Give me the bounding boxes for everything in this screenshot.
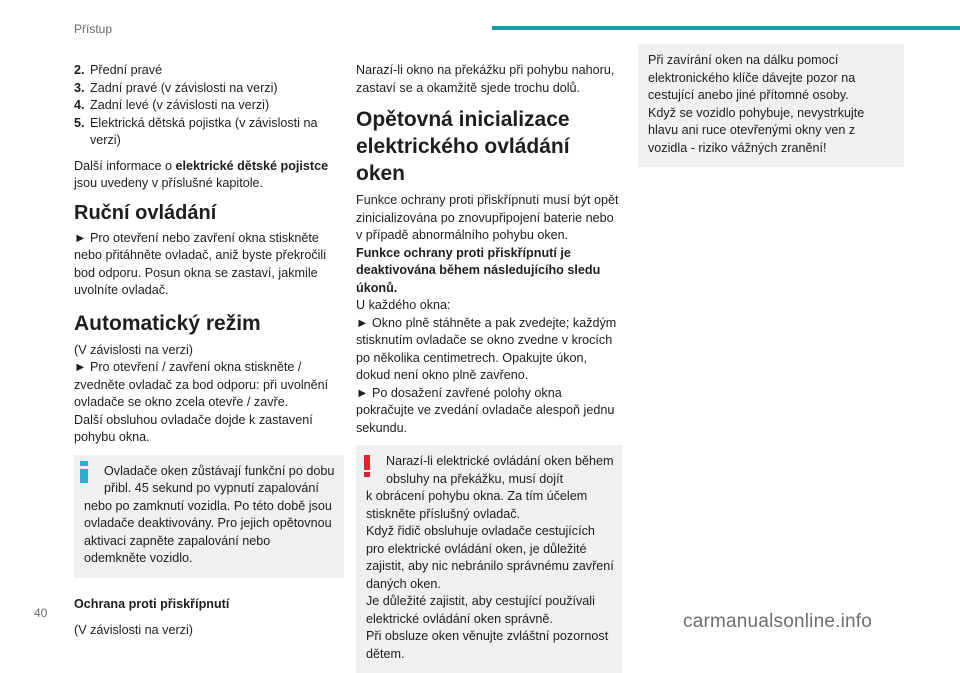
pinch-protection-text: (V závislosti na verzi) bbox=[74, 622, 193, 637]
header-section-title: Přístup bbox=[74, 22, 113, 36]
list-item-number: 3. bbox=[74, 80, 85, 95]
info-note-text: nebo po zamknutí vozidla. Po této době jsou ovladače deaktivovány. Pro jejich opětovnou aktivaci zapněte zapalování nebo odemkněte vozidlo. bbox=[84, 498, 332, 565]
each-window-label: U každého okna: bbox=[356, 298, 451, 312]
warning-note-line: k obrácení pohybu okna. Za tím účelem stiskněte příslušný ovladač. bbox=[366, 489, 588, 521]
automatic-mode-heading: Automatický režim bbox=[74, 311, 261, 335]
info-icon bbox=[80, 461, 88, 483]
manual-control-heading: Ruční ovládání bbox=[74, 201, 217, 224]
list-item-text: Elektrická dětská pojistka (v závislosti na verzi) bbox=[90, 115, 318, 147]
caution-note-line: Při zavírání oken na dálku pomocí elektronického klíče dávejte pozor na cestující anebo jiné přítomné osoby. bbox=[648, 53, 856, 102]
warning-note-line: Při obsluze oken věnujte zvláštní pozornost dětem. bbox=[366, 629, 609, 661]
column-left bbox=[74, 62, 344, 639]
list-item-number: 2. bbox=[74, 63, 85, 77]
list-item bbox=[74, 62, 344, 80]
automatic-mode-line: (V závislosti na verzi) bbox=[74, 342, 193, 357]
child-lock-link-text: elektrické dětské pojistce bbox=[175, 158, 329, 173]
list-item bbox=[74, 80, 344, 98]
more-info-text: Další informace o bbox=[74, 158, 176, 173]
page-number: 40 bbox=[34, 606, 48, 620]
info-note-box bbox=[74, 455, 344, 578]
watermark: carmanualsonline.info bbox=[683, 611, 873, 632]
warning-icon bbox=[363, 455, 371, 477]
caution-note-line: Když se vozidlo pohybuje, nevystrkujte hlavu ani ruce otevřenými okny ven z vozidla - riziko vážných zranění! bbox=[648, 105, 865, 155]
automatic-mode-line: Další obsluhou ovladače dojde k zastavení pohybu okna. bbox=[74, 412, 313, 444]
list-item bbox=[74, 97, 344, 115]
list-item-number: 4. bbox=[74, 98, 85, 112]
automatic-mode-line: ► Pro otevření / zavření okna stiskněte / zvedněte ovladač za bod odporu: při uvolnění ovladače se okno zcela otevře / zavře. bbox=[74, 360, 329, 409]
info-note-lead: Ovladače oken zůstávají funkční po dobu přibl. 45 sekund po vypnutí zapalování bbox=[104, 463, 335, 495]
list-item-number: 5. bbox=[74, 115, 85, 130]
reinit-bold-text: Funkce ochrany proti přiskřípnutí je deaktivována během následujícího sledu úkonů. bbox=[356, 245, 601, 295]
more-info-paragraph bbox=[74, 158, 344, 193]
reinit-step-2: ► Po dosažení zavřené polohy okna pokračujte ve zvedání ovladače alespoň jednu sekundu. bbox=[356, 385, 615, 435]
list-item-text: Přední pravé bbox=[90, 63, 163, 77]
warning-note-lead: Narazí-li elektrické ovládání oken během obsluhy na překážku, musí dojít bbox=[386, 454, 614, 486]
caution-note-box bbox=[638, 44, 904, 167]
manual-control-text: ► Pro otevření nebo zavření okna stiskněte nebo přitáhněte ovladač, aniž byste překročili bod odporu. Posun okna se zastaví, jakmile uvolníte ovladač. bbox=[74, 230, 327, 297]
list-item bbox=[74, 115, 344, 150]
reinit-text: Funkce ochrany proti přiskřípnutí musí být opět zinicializována po znovupřipojení baterie nebo v případě abnormálního pohybu oken. bbox=[356, 193, 619, 242]
warning-note-box bbox=[356, 445, 622, 673]
warning-note-line: Je důležité zajistit, aby cestující používali elektrické ovládání oken správně. bbox=[366, 594, 595, 626]
column-middle bbox=[356, 62, 622, 673]
obstacle-intro-text: Narazí-li okno na překážku při pohybu nahoru, zastaví se a okamžitě sjede trochu dolů. bbox=[356, 63, 615, 95]
more-info-text-end: jsou uvedeny v příslušné kapitole. bbox=[74, 176, 264, 190]
warning-note-line: Když řidič obsluhuje ovladače cestujících pro elektrické ovládání oken, je důležité zajistit, aby nic nebránilo správnému zavření daných oken. bbox=[366, 524, 614, 591]
pinch-protection-heading: Ochrana proti přiskřípnutí bbox=[74, 596, 230, 611]
reinit-heading: Opětovná inicializace elektrického ovládání oken bbox=[356, 108, 570, 185]
parts-list bbox=[74, 62, 344, 150]
list-item-text: Zadní pravé (v závislosti na verzi) bbox=[90, 80, 278, 95]
header-accent-bar bbox=[492, 26, 960, 30]
column-right bbox=[638, 44, 904, 167]
reinit-step-1: ► Okno plně stáhněte a pak zvedejte; každým stisknutím ovladače se okno zvedne v krocích po několika centimetrech. Opakujte úkon, dokud není okno plně zavřeno. bbox=[356, 315, 617, 382]
list-item-text: Zadní levé (v závislosti na verzi) bbox=[90, 98, 270, 112]
